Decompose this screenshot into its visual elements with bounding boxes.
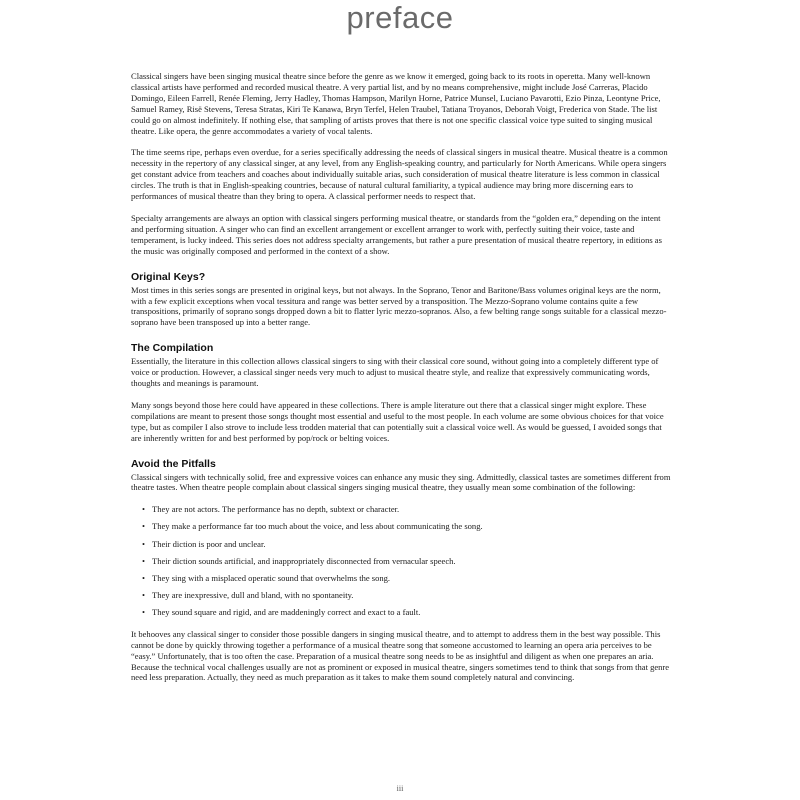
heading-compilation: The Compilation bbox=[131, 342, 214, 355]
page-title: preface bbox=[346, 0, 454, 35]
original-keys-paragraph: Most times in this series songs are presented in original keys, but not always. In the Soprano, Tenor and Baritone/Bass volumes original keys are the norm, with a few explicit exceptions when vocal tessitura and range was better served by a transposition. The Mezzo-Soprano volume contains quite a few transpositions, primarily of soprano songs dropped down a bit to flatter lyric mezzo-sopranos. Also, a few belting range songs suitable for a classical mezzo-soprano have been transposed up into a better range. bbox=[131, 284, 667, 328]
page-number: iii bbox=[396, 784, 404, 793]
intro-paragraph-3: Specialty arrangements are always an option with classical singers performing musical theatre, or standards from the “golden era,” depending on the intent and performing situation. A singer who can find an excellent arrangement or excellent arranger to work with, perfectly suiting their voice, taste and temperament, is lucky indeed. This series does not address specialty arrangements, but rather a pure presentation of musical theatre repertory, in editions as the music was originally composed and performed in the context of a show. bbox=[131, 212, 662, 256]
list-item: • Their diction is poor and unclear. bbox=[142, 539, 671, 550]
list-item: • Their diction sounds artificial, and inappropriately disconnected from vernacular speech. bbox=[142, 556, 671, 567]
heading-pitfalls: Avoid the Pitfalls bbox=[131, 457, 216, 470]
preface-body bbox=[131, 71, 671, 694]
compilation-paragraph-2: Many songs beyond those here could have appeared in these collections. There is ample literature out there that a classical singer might explore. These compilations are meant to present those songs thought most essential and useful to the most people. In each volume are some obvious choices for that voice type, but as compiler I also strove to include less trodden material that can potentially suit a classical voice well. As would be guessed, I avoided songs that are inherently written for and best performed by pop/rock or belting voices. bbox=[131, 399, 664, 443]
list-item: • They sound square and rigid, and are maddeningly correct and exact to a fault. bbox=[142, 607, 671, 618]
heading-original-keys: Original Keys? bbox=[131, 270, 206, 283]
compilation-paragraph-1: Essentially, the literature in this collection allows classical singers to sing with their classical core sound, without going into a completely different type of voice or production. However, a classical singer needs very much to adjust to musical theatre style, and realize that expressively communicating words, thoughts and meanings is paramount. bbox=[131, 356, 659, 389]
pitfalls-list bbox=[131, 504, 671, 617]
pitfalls-paragraph: Classical singers with technically solid, free and expressive voices can enhance any music they sing. Admittedly, classical tastes are sometimes different from theatre tastes. When theatre people complain about classical singers singing musical theatre, they usually mean some combination of the following: bbox=[131, 471, 671, 493]
intro-paragraph-1: Classical singers have been singing musical theatre since before the genre as we know it emerged, going back to its roots in operetta. Many well-known classical artists have performed and recorded musical theatre. A very partial list, and by no means comprehensive, might include José Carreras, Placido Domingo, Eileen Farrell, Renée Fleming, Jerry Hadley, Thomas Hampson, Marilyn Horne, Patrice Munsel, Luciano Pavarotti, Ezio Pinza, Leontyne Price, Samuel Ramey, Risë Stevens, Teresa Stratas, Kiri Te Kanawa, Bryn Terfel, Helen Traubel, Tatiana Troyanos, Deborah Voigt, Frederica von Stade. The list could go on almost indefinitely. If nothing else, that sampling of artists proves that there is not one specific classical voice type suited to singing musical theatre. Like opera, the genre accommodates a variety of vocal talents. bbox=[131, 71, 661, 136]
list-item: • They make a performance far too much about the voice, and less about communicating the song. bbox=[142, 521, 671, 532]
list-item: • They are inexpressive, dull and bland, with no spontaneity. bbox=[142, 590, 671, 601]
list-item: • They sing with a misplaced operatic sound that overwhelms the song. bbox=[142, 573, 671, 584]
intro-paragraph-2: The time seems ripe, perhaps even overdue, for a series specifically addressing the needs of classical singers in musical theatre. Musical theatre is a common necessity in the repertory of any classical singer, at any level, from any English-speaking country, and particularly for North Americans. While opera singers get constant advice from teachers and coaches about individually suitable arias, such consideration of musical theatre literature is less common in classical circles. The truth is that in English-speaking countries, because of natural cultural familiarity, a typical audience may bring more discerning ears to performances of musical theatre than they bring to opera. A classical performer needs to respect that. bbox=[131, 147, 668, 202]
list-item: • They are not actors. The performance has no depth, subtext or character. bbox=[142, 504, 671, 515]
closing-paragraph: It behooves any classical singer to consider those possible dangers in singing musical theatre, and to attempt to address them in the best way possible. This cannot be done by quickly throwing together a performance of a musical theatre song that someone accustomed to learning an opera aria perceives to be “easy.” Unfortunately, that is too often the case. Preparation of a musical theatre song needs to be as insightful and diligent as when one prepares an aria. Because the technical vocal challenges usually are not as prominent or exposed in musical theatre, singers sometimes tend to think that songs from that genre need less preparation. Actually, they need as much preparation as it takes to make them sound completely natural and convincing. bbox=[131, 628, 670, 683]
